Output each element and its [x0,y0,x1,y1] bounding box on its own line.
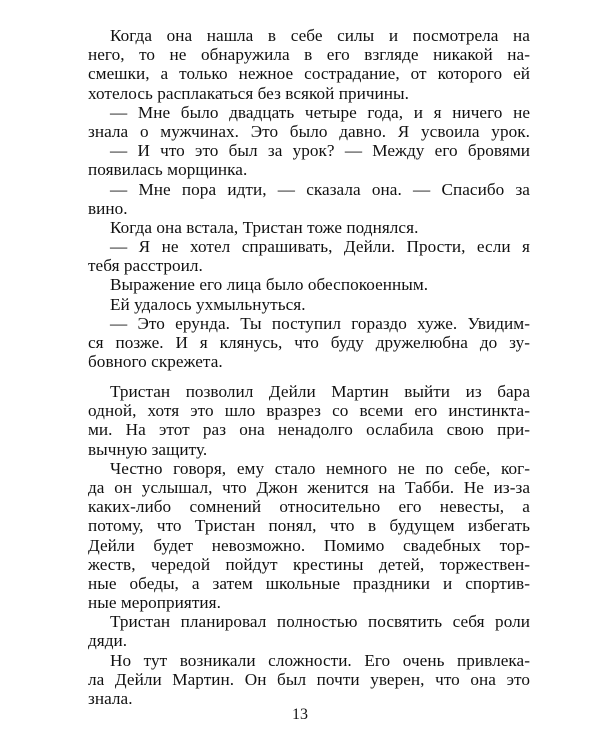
text-line: Когда она нашла в себе силы и посмотрела на [110,26,530,45]
text-line: да он услышал, что Джон женится на Табби. Не из-за [88,477,530,497]
text-line: ные мероприятия. [88,593,221,613]
text-line: Выражение его лица было обеспокоенным. [110,275,429,295]
text-section-1 [88,26,530,371]
text-section-2 [88,382,530,708]
text-line: жеств, чередой пойдут крестины детей, торжествен- [88,554,530,574]
text-line: Дейли будет невозможно. Помимо свадебных тор- [88,535,530,555]
text-line: ные обеды, а затем школьные праздники и спортив- [88,573,530,593]
text-line: — И что это был за урок? — Между его бровями [110,141,530,161]
text-line: потому, что Тристан понял, что в будущем избегать [88,516,530,536]
text-line: — Мне было двадцать четыре года, и я ничего не [110,102,530,122]
text-line: дяди. [88,631,128,651]
text-line: хотелось расплакаться без всякой причины. [88,83,409,103]
text-line: — Я не хотел спрашивать, Дейли. Прости, если я [110,237,530,257]
text-line: знала о мужчинах. Это было давно. Я усвоила урок. [88,121,530,141]
text-line: Тристан позволил Дейли Мартин выйти из бара [110,382,530,401]
text-line: вычную защиту. [88,439,208,459]
text-line: смешки, а только нежное сострадание, от которого ей [88,64,530,84]
text-line: Но тут возникали сложности. Его очень привлека- [110,650,530,670]
page-number: 13 [292,706,308,723]
text-line: ми. На этот раз она ненадолго ослабила свою при- [88,420,530,440]
text-line: ла Дейли Мартин. Он был почти уверен, что она это [88,669,530,689]
text-line: одной, хотя это шло вразрез со всеми его инстинкта- [88,401,530,421]
text-line: появилась морщинка. [88,160,248,180]
text-line: Тристан планировал полностью посвятить себя роли [110,612,530,632]
text-line: бовного скрежета. [88,352,223,372]
text-line: ся позже. И я клянусь, что буду дружелюбна до зу- [88,333,530,352]
text-line: — Мне пора идти, — сказала она. — Спасибо за [110,179,530,199]
text-line: вино. [88,198,128,218]
text-line: тебя расстроил. [88,256,203,276]
text-line: Когда она встала, Тристан тоже поднялся. [110,217,419,237]
text-line: — Это ерунда. Ты поступил гораздо хуже. Увидим- [110,313,530,333]
text-line: Честно говоря, ему стало немного не по себе, ког- [110,458,530,478]
text-line: него, то не обнаружила в его взгляде никакой на- [88,45,530,65]
text-line: Ей удалось ухмыльнуться. [110,294,306,314]
text-line: каких-либо сомнений относительно его невесты, а [88,497,530,517]
text-line: знала. [88,689,133,708]
